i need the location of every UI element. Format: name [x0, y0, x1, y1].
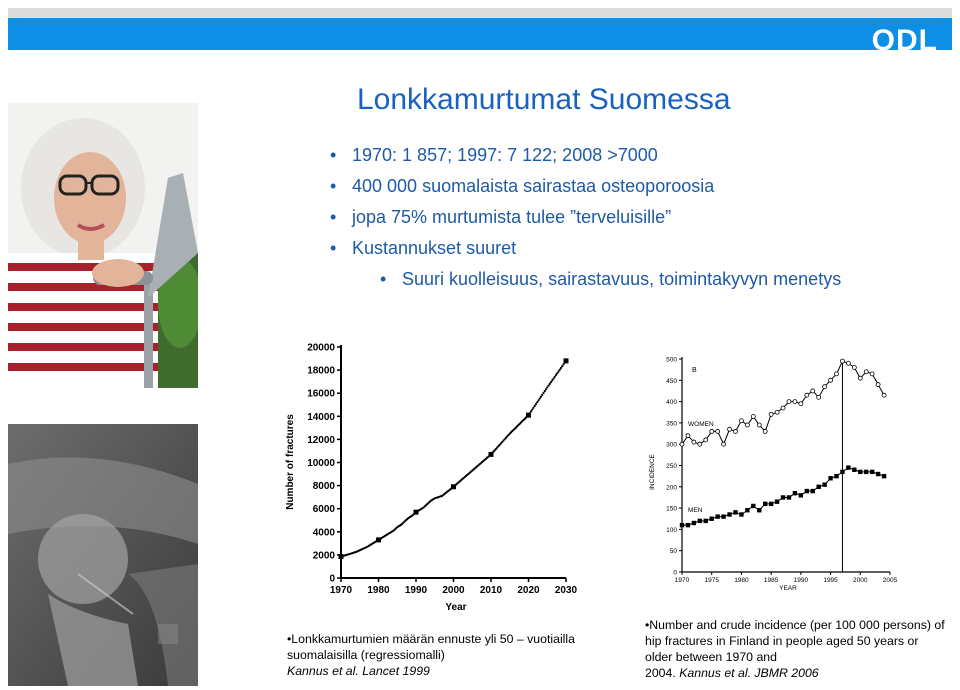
chart2-women-point [840, 359, 844, 363]
chart1-x-tick-label: 1980 [367, 585, 390, 596]
chart2-women-point [805, 393, 809, 397]
chart2-men-point [698, 519, 702, 523]
slide-title: Lonkkamurtumat Suomessa [357, 83, 731, 116]
chart1-y-tick-label: 18000 [307, 365, 335, 377]
chart1-y-tick-label: 6000 [312, 504, 335, 516]
top-grey-strip [8, 8, 952, 18]
chart2-women-point [769, 412, 773, 416]
chart2-women-point [728, 427, 732, 431]
chart2-x-tick-label: 1975 [704, 577, 719, 584]
chart2-x-tick-label: 1985 [763, 577, 779, 584]
chart2-women-point [698, 442, 702, 446]
bullet-item [330, 233, 841, 264]
chart1-point [562, 363, 564, 365]
chart2-men-point [775, 500, 779, 504]
chart1-point [531, 409, 533, 411]
chart1-point [554, 376, 556, 378]
chart2-men-label: MEN [688, 507, 703, 514]
chart1-y-tick-label: 2000 [312, 550, 335, 562]
chart2-women-point [692, 440, 696, 444]
chart1-y-tick-label: 0 [329, 573, 335, 585]
chart2-men-point [686, 523, 690, 527]
chart1-point [536, 401, 538, 403]
odl-logo: ODL [871, 24, 938, 57]
chart1-y-tick-label: 8000 [312, 481, 335, 493]
chart2-women-point [716, 429, 720, 433]
elderly-woman-illustration [8, 103, 198, 388]
bullet-item [330, 171, 841, 202]
chart1-x-ticks [330, 578, 578, 596]
chart2-x-tick-label: 2000 [853, 577, 868, 584]
chart2-women-point [787, 400, 791, 404]
chart1-y-label: Number of fractures [285, 414, 296, 510]
chart1-x-tick-label: 1990 [404, 585, 428, 596]
chart2-x-ticks [673, 569, 898, 584]
caption-incidence-citation: Kannus et al. JBMR 2006 [679, 666, 819, 680]
chart2-men-point [816, 485, 820, 489]
bullet-dot-icon: • [330, 207, 337, 227]
chart2-y-tick-label: 100 [666, 526, 677, 534]
chart2-men-point [811, 489, 815, 493]
chart2-women-point [710, 429, 714, 433]
chart2-men-point [805, 489, 809, 493]
chart1-point [540, 396, 542, 398]
bullet-text: 400 000 suomalaista sairastaa osteoporoosia [352, 176, 715, 196]
chart2-y-tick-label: 150 [666, 505, 677, 513]
chart2-y-tick-label: 200 [666, 484, 677, 492]
chart2-series [680, 359, 886, 527]
chart2-men-point [710, 517, 714, 521]
chart1-y-tick-label: 16000 [307, 388, 335, 400]
chart1-x-tick-label: 2010 [479, 585, 503, 596]
chart1-points [339, 358, 569, 559]
chart2-women-point [858, 376, 862, 380]
chart-fracture-projection [280, 335, 580, 615]
chart1-point [550, 381, 552, 383]
bullet-item [330, 202, 841, 233]
chart2-men-point [745, 508, 749, 512]
chart2-y-tick-label: 0 [673, 569, 677, 577]
chart2-men-point [840, 470, 844, 474]
caption-incidence [645, 617, 945, 681]
chart1-point [560, 367, 562, 369]
chart2-women-point [733, 429, 737, 433]
chart1-point [547, 385, 549, 387]
chart2-men-point [864, 470, 868, 474]
chart2-men-point [882, 474, 886, 478]
chart1-point [551, 379, 553, 381]
chart2-men-point [828, 476, 832, 480]
chart2-men-point [721, 514, 725, 518]
chart2-women-point [829, 378, 833, 382]
sub-bullet-item [330, 264, 841, 295]
chart2-women-point [864, 370, 868, 374]
chart1-marker [489, 452, 494, 457]
chart1-y-tick-label: 14000 [307, 411, 335, 423]
chart2-women-point [722, 442, 726, 446]
chart1-point [559, 369, 561, 371]
bullet-dot-icon: • [380, 269, 387, 289]
chart1-point [539, 397, 541, 399]
chart1-y-tick-label: 10000 [307, 458, 335, 469]
chart2-women-point [739, 419, 743, 423]
hip-xray-illustration [8, 424, 198, 686]
chart1-point [556, 372, 558, 374]
hip-xray-image [8, 424, 198, 686]
chart2-men-point [715, 514, 719, 518]
bullet-dot-icon: • [330, 145, 337, 165]
bullet-text: 1970: 1 857; 1997: 7 122; 2008 >7000 [352, 145, 658, 165]
caption-projection-citation: Kannus et al. Lancet 1999 [287, 664, 430, 678]
chart1-point [541, 394, 543, 396]
bullet-text: jopa 75% murtumista tulee ”terveluisille” [352, 207, 672, 227]
caption-projection [287, 631, 582, 679]
chart1-x-tick-label: 2030 [554, 585, 578, 596]
chart2-x-tick-label: 1995 [823, 577, 838, 584]
chart2-x-label: YEAR [779, 585, 797, 592]
bullet-text: Kustannukset suuret [352, 238, 517, 258]
chart1-marker [564, 358, 569, 363]
chart1-point [549, 383, 551, 385]
chart1-point [542, 392, 544, 394]
bullet-list [330, 140, 841, 295]
chart2-men-point [852, 468, 856, 472]
chart1-point [534, 405, 536, 407]
chart2-men-point [781, 495, 785, 499]
chart2-women-point [852, 366, 856, 370]
chart1-point [545, 388, 547, 390]
chart1-y-tick-label: 4000 [312, 527, 335, 539]
chart2-y-tick-label: 350 [666, 420, 677, 428]
chart2-y-tick-label: 50 [669, 548, 677, 556]
chart2-x-tick-label: 1990 [793, 577, 809, 584]
chart2-men-point [733, 510, 737, 514]
elderly-woman-photo [8, 103, 198, 388]
chart2-y-tick-label: 400 [666, 399, 677, 407]
chart2-men-point [757, 508, 761, 512]
chart2-women-point [870, 372, 874, 376]
chart1-marker [414, 510, 419, 515]
chart2-men-point [834, 474, 838, 478]
chart2-men-point [799, 493, 803, 497]
chart1-marker [376, 537, 381, 542]
chart1-point [555, 374, 557, 376]
bullet-dot-icon: • [330, 176, 337, 196]
chart1-x-tick-label: 2000 [442, 585, 465, 596]
chart2-men-point [680, 523, 684, 527]
chart1-point [546, 386, 548, 388]
chart2-men-point [787, 495, 791, 499]
chart2-women-point [757, 423, 761, 427]
chart2-y-ticks [666, 357, 682, 577]
chart1-x-tick-label: 2020 [517, 585, 540, 596]
chart1-point [535, 403, 537, 405]
chart2-women-point [817, 395, 821, 399]
chart2-men-point [769, 502, 773, 506]
chart2-y-tick-label: 250 [666, 463, 677, 470]
chart2-women-label: WOMEN [688, 421, 714, 428]
chart1-point [557, 370, 559, 372]
chart2-women-point [781, 406, 785, 410]
chart1-point [537, 399, 539, 401]
chart2-women-point [763, 429, 767, 433]
chart2-men-point [704, 519, 708, 523]
chart1-marker [339, 554, 344, 559]
chart2-panel-label: B [692, 367, 697, 374]
chart2-women-point [686, 434, 690, 438]
chart1-point [552, 377, 554, 379]
chart1-y-ticks [307, 343, 341, 585]
chart2-women-point [745, 423, 749, 427]
chart1-marker [451, 484, 456, 489]
chart-incidence-finland [640, 345, 920, 600]
chart2-men-point [793, 491, 797, 495]
caption-incidence-year: 2004. [645, 666, 676, 680]
chart2-x-tick-label: 1970 [674, 577, 690, 584]
chart2-men-point [763, 502, 767, 506]
chart1-x-tick-label: 1970 [329, 585, 353, 596]
chart2-x-tick-label: 2005 [882, 577, 898, 584]
chart2-men-point [727, 512, 731, 516]
chart2-x-tick-label: 1980 [734, 577, 749, 584]
chart2-women-point [811, 389, 815, 393]
chart2-y-label: INCIDENCE [649, 454, 656, 490]
chart2-women-point [882, 393, 886, 397]
chart1-point [532, 407, 534, 409]
chart2-women-point [846, 361, 850, 365]
header-bar [8, 18, 952, 50]
chart2-women-point [751, 415, 755, 419]
chart2-women-point [793, 400, 797, 404]
chart2-women-point [835, 372, 839, 376]
chart2-y-tick-label: 300 [666, 441, 677, 449]
chart2-men-point [876, 472, 880, 476]
chart2-women-point [704, 438, 708, 442]
caption-incidence-text: •Number and crude incidence (per 100 000 persons) of hip fractures in Finland in people aged 50 years or older between 1970 and [645, 618, 945, 664]
chart2-men-point [751, 504, 755, 508]
chart1-y-tick-label: 12000 [307, 434, 335, 446]
chart2-women-point [876, 383, 880, 387]
chart2-women-point [775, 410, 779, 414]
bullet-dot-icon: • [330, 238, 337, 258]
chart2-men-point [822, 482, 826, 486]
caption-projection-text: •Lonkkamurtumien määrän ennuste yli 50 – vuotiailla suomalaisilla (regressiomalli) [287, 632, 575, 662]
chart2-men-point [858, 470, 862, 474]
chart1-x-label: Year [445, 602, 467, 613]
chart2-women-point [680, 442, 684, 446]
chart1-point [530, 410, 532, 412]
chart2-y-tick-label: 500 [666, 356, 677, 364]
chart2-women-point [823, 385, 827, 389]
chart1-marker [526, 413, 531, 418]
chart2-men-point [846, 465, 850, 469]
chart2-women-point [799, 402, 803, 406]
bullet-item [330, 140, 841, 171]
sub-bullet-text: Suuri kuolleisuus, sairastavuus, toimintakyvyn menetys [402, 269, 842, 289]
chart2-y-tick-label: 450 [666, 377, 677, 385]
chart1-y-tick-label: 20000 [307, 342, 335, 354]
chart1-point [561, 365, 563, 367]
chart1-point [544, 390, 546, 392]
chart2-men-point [870, 470, 874, 474]
chart2-men-point [692, 521, 696, 525]
chart2-men-point [739, 512, 743, 516]
